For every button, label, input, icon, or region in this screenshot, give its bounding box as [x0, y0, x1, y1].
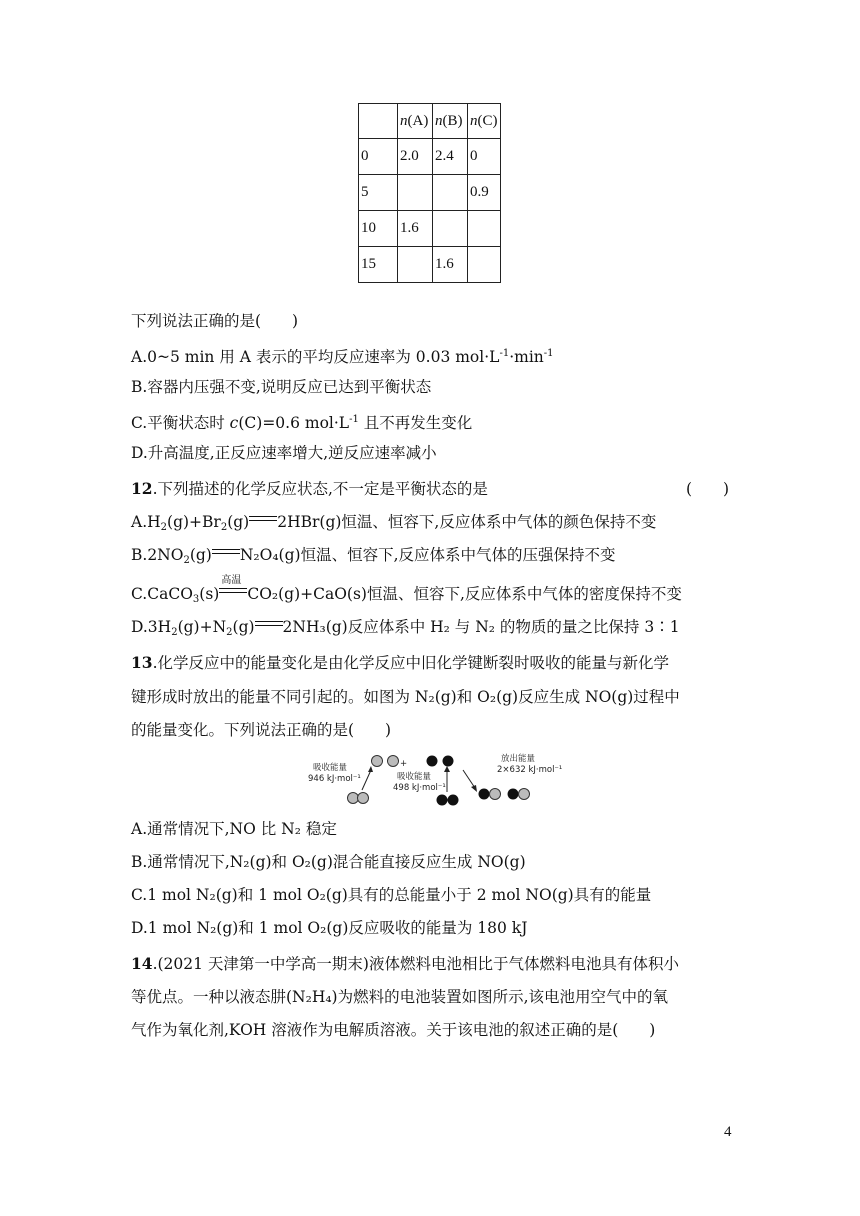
- q12-option-a: $A.H_2(g)+Br_2(g)$ 2HBr(g)恒温、恒容下,反应体系中气体的颜色保持不变: [131, 513, 657, 533]
- n-atom-icon: [519, 789, 530, 800]
- n-atom-icon: [358, 793, 369, 804]
- n-atom-icon: [388, 756, 399, 767]
- arrow-icon: [463, 770, 475, 788]
- table-cell: [433, 175, 468, 211]
- equilibrium-arrow-icon: [249, 514, 277, 524]
- q11-option-c: [131, 409, 472, 434]
- data-table: [358, 103, 501, 283]
- q11-option-a-text: A.0~5 min 用 A 表示的平均反应速率为 0.03 mol·L: [131, 348, 500, 366]
- arrowhead-icon: [471, 785, 477, 792]
- q12-option-a-text: 2HBr(g)恒温、恒容下,反应体系中气体的颜色保持不变: [277, 513, 657, 531]
- table-cell: 1.6: [398, 211, 433, 247]
- q12-option-b: $B.2NO_2(g)$ N₂O₄(g)恒温、恒容下,反应体系中气体的压强保持不变: [131, 546, 616, 566]
- superscript: -1: [543, 348, 554, 359]
- table-header-cell: n(C): [468, 104, 501, 139]
- q13-line1-text: .化学反应中的能量变化是由化学反应中旧化学键断裂时吸收的能量与新化学: [152, 654, 670, 672]
- q11-option-c-var: c: [229, 414, 239, 432]
- table-header-cell: n(B): [433, 104, 468, 139]
- table-cell: 15: [359, 247, 398, 283]
- plus-sign: +: [400, 759, 408, 769]
- q12-option-c-text: CO₂(g)+CaO(s)恒温、恒容下,反应体系中气体的密度保持不变: [247, 585, 682, 603]
- q13-option-c: C.1 mol N₂(g)和 1 mol O₂(g)具有的总能量小于 2 mol NO(g)具有的能量: [131, 886, 652, 904]
- o-atom-icon: [437, 795, 448, 806]
- energy-change-diagram: [305, 752, 563, 810]
- arrowhead-icon: [444, 766, 450, 772]
- q12-option-d-text: 2NH₃(g)反应体系中 H₂ 与 N₂ 的物质的量之比保持 3∶1: [282, 618, 680, 636]
- table-row: [359, 247, 501, 283]
- q12-answer-paren: ( ): [686, 480, 730, 498]
- question-number: 14: [131, 954, 153, 973]
- table-cell: [468, 211, 501, 247]
- q13-stem-line1: [131, 652, 669, 674]
- q11-option-b: B.容器内压强不变,说明反应已达到平衡状态: [131, 378, 432, 396]
- superscript: -1: [349, 414, 359, 425]
- table-header-cell: [359, 104, 398, 139]
- page-number: 4: [724, 1124, 732, 1140]
- n-atom-icon: [372, 756, 383, 767]
- q12-stem-text: .下列描述的化学反应状态,不一定是平衡状态的是: [152, 480, 488, 498]
- absorb-energy-label-1: 吸收能量: [313, 763, 348, 773]
- table-cell: [398, 247, 433, 283]
- o-atom-icon: [508, 789, 519, 800]
- table-cell: 0: [359, 139, 398, 175]
- table-cell: 0: [468, 139, 501, 175]
- table-header-cell: n(A): [398, 104, 433, 139]
- table-cell: 1.6: [433, 247, 468, 283]
- q11-option-d: D.升高温度,正反应速率增大,逆反应速率减小: [131, 444, 437, 462]
- q14-stem-line3: 气作为氧化剂,KOH 溶液作为电解质溶液。关于该电池的叙述正确的是( ): [131, 1021, 656, 1039]
- q13-stem-line2: 键形成时放出的能量不同引起的。如图为 N₂(g)和 O₂(g)反应生成 NO(g)过程中: [131, 688, 680, 706]
- q13-stem-line3: 的能量变化。下列说法正确的是( ): [131, 721, 392, 739]
- o-atom-icon: [479, 789, 490, 800]
- table-cell: 10: [359, 211, 398, 247]
- absorb-energy-value-2: 498 kJ·mol⁻¹: [393, 783, 446, 793]
- reaction-condition: 高温: [221, 575, 242, 586]
- q12-option-b-text: N₂O₄(g)恒温、恒容下,反应体系中气体的压强保持不变: [239, 546, 616, 564]
- q11-option-c-text: C.平衡状态时: [131, 414, 230, 432]
- release-energy-value: 2×632 kJ·mol⁻¹: [497, 765, 563, 775]
- table-row: [359, 175, 501, 211]
- q11-stem: 下列说法正确的是( ): [131, 312, 299, 330]
- equilibrium-arrow-icon: [212, 547, 240, 557]
- q13-option-d: D.1 mol N₂(g)和 1 mol O₂(g)反应吸收的能量为 180 kJ: [131, 919, 528, 937]
- equilibrium-arrow-icon: [255, 619, 283, 629]
- superscript: -1: [499, 348, 510, 359]
- q11-option-a: [131, 343, 554, 368]
- arrow-icon: [362, 770, 371, 790]
- table-row: [359, 139, 501, 175]
- o-atom-icon: [448, 795, 459, 806]
- q11-option-a-unit: ·min: [509, 348, 544, 366]
- table-header-row: [359, 104, 501, 139]
- n-atom-icon: [348, 793, 359, 804]
- release-energy-label: 放出能量: [501, 754, 536, 764]
- absorb-energy-label-2: 吸收能量: [397, 772, 432, 782]
- table-cell: 5: [359, 175, 398, 211]
- absorb-energy-value-1: 946 kJ·mol⁻¹: [308, 774, 361, 784]
- q13-option-a: A.通常情况下,NO 比 N₂ 稳定: [131, 820, 337, 838]
- q13-option-b: B.通常情况下,N₂(g)和 O₂(g)混合能直接反应生成 NO(g): [131, 853, 526, 871]
- q11-option-c-post: 且不再发生变化: [358, 414, 473, 432]
- arrowhead-icon: [368, 766, 373, 772]
- table-cell: [468, 247, 501, 283]
- question-number: 12: [131, 479, 153, 498]
- q12-stem: [131, 478, 731, 500]
- q14-line1-text: .(2021 天津第一中学高一期末)液体燃料电池相比于气体燃料电池具有体积小: [152, 955, 679, 973]
- o-atom-icon: [427, 756, 438, 767]
- equilibrium-arrow-icon: [219, 575, 247, 596]
- q14-stem-line2: 等优点。一种以液态肼(N₂H₄)为燃料的电池装置如图所示,该电池用空气中的氧: [131, 988, 669, 1006]
- n-atom-icon: [490, 789, 501, 800]
- table-cell: [398, 175, 433, 211]
- table-cell: 2.4: [433, 139, 468, 175]
- question-number: 13: [131, 653, 153, 672]
- q11-option-c-mid: (C)=0.6 mol·L: [238, 414, 350, 432]
- table-cell: 2.0: [398, 139, 433, 175]
- q12-option-c: C.CaCO$_3$(s) 高温 CO₂(g)+CaO(s)恒温、恒容下,反应体系中气体的密度保持不变: [131, 583, 682, 611]
- table-cell: [433, 211, 468, 247]
- q12-option-d: $D.3H_2(g)+N_2(g)$ 2NH₃(g)反应体系中 H₂ 与 N₂ 的物质的量之比保持 3∶1: [131, 618, 680, 638]
- o-atom-icon: [443, 756, 454, 767]
- q14-stem-line1: [131, 953, 679, 975]
- table-cell: 0.9: [468, 175, 501, 211]
- table-row: [359, 211, 501, 247]
